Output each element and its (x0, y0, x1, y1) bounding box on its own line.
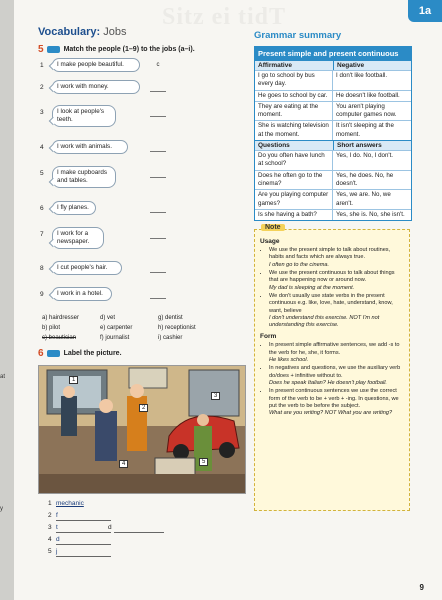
match-item: 1 I make people beautiful. c (38, 58, 248, 80)
label-row: 3 t d (48, 524, 248, 536)
grammar-table (254, 46, 412, 221)
label-field[interactable]: j (56, 548, 111, 557)
answer-field[interactable] (150, 109, 166, 117)
table-row: Does he often go to the cinema? Yes, he does. No, he doesn't. (255, 170, 411, 190)
matching-list (38, 58, 248, 311)
vocabulary-heading: Vocabulary (38, 26, 97, 38)
exercise-6-header (38, 348, 248, 359)
match-item: 8 I cut people's hair. (38, 261, 248, 287)
answer-field[interactable] (150, 144, 166, 152)
exercise-number: 6 (38, 348, 44, 359)
label-field[interactable]: t (56, 524, 111, 533)
match-item: 5 I make cupboards and tables. (38, 166, 248, 201)
table-row: He goes to school by car. He doesn't like football. (255, 90, 411, 101)
picture-number: 5 (199, 458, 208, 466)
job-option-crossed: c) beautician (42, 335, 77, 341)
speech-bubble: I look at people's teeth. (52, 105, 116, 127)
label-field[interactable]: d (56, 536, 111, 545)
answer-field[interactable] (150, 170, 166, 178)
usage-list (260, 247, 404, 329)
form-point: • In present continuous sentences we use the correct form of the verb to be + verb + -ing. In questions, we put the verb to be before the subject. What are you writing? NOT What you are writing? (269, 388, 404, 417)
match-item: 7 I work for a newspaper. (38, 227, 248, 261)
unit-tab: 1a (408, 0, 442, 22)
label-field[interactable]: f (56, 512, 111, 521)
note-tag: Note (261, 224, 285, 231)
right-column (254, 26, 412, 511)
match-item: 6 I fly planes. (38, 201, 248, 227)
exercise-instruction: Match the people (1–9) to the jobs (a–i). (63, 46, 195, 53)
table-row: Do you often have lunch at school? Yes, I do. No, I don't. (255, 150, 411, 170)
workbook-page (14, 0, 442, 600)
picture-number: 3 (211, 392, 220, 400)
usage-heading: Usage (260, 238, 280, 246)
label-field[interactable]: mechanic (56, 500, 84, 507)
table-row: She is watching television at the moment. It isn't sleeping at the moment. (255, 120, 411, 140)
audio-icon (47, 46, 60, 53)
table-subheader: Affirmative Negative (255, 60, 411, 70)
left-column (38, 26, 248, 560)
job-scene-illustration (38, 365, 246, 494)
label-row: 2 f (48, 512, 248, 524)
audio-icon (47, 350, 60, 357)
table-subheader: Questions Short answers (255, 140, 411, 150)
job-options (42, 315, 248, 341)
grammar-summary-title: Grammar summary (254, 30, 342, 41)
answer-field[interactable] (150, 291, 166, 299)
vocabulary-title: Vocabulary: Jobs (38, 26, 127, 38)
match-item: 2 I work with money. (38, 80, 248, 105)
picture-labels (48, 500, 248, 560)
form-point: • In negatives and questions, we use the auxiliary verb do/does + infinitive without to. Does he speak Italian? He doesn't play football. (269, 365, 404, 387)
speech-bubble: I work with money. (52, 80, 140, 94)
speech-bubble: I make cupboards and tables. (52, 166, 116, 188)
speech-bubble: I cut people's hair. (52, 261, 122, 275)
match-item: 4 I work with animals. (38, 140, 248, 166)
answer-field[interactable] (150, 84, 166, 92)
answer-field[interactable]: c (156, 62, 160, 68)
speech-bubble: I fly planes. (52, 201, 96, 215)
job-option: h) receptionist (158, 325, 196, 331)
match-item: 9 I work in a hotel. (38, 287, 248, 311)
speech-bubble: I work in a hotel. (52, 287, 112, 301)
speech-bubble: I work with animals. (52, 140, 128, 154)
picture-number: 4 (119, 460, 128, 468)
job-option: e) carpenter (100, 325, 133, 331)
table-row: Is she having a bath? Yes, she is. No, she isn't. (255, 209, 411, 220)
job-option: f) journalist (100, 335, 130, 341)
speech-bubble: I make people beautiful. (52, 58, 140, 72)
form-point: • In present simple affirmative sentences, we add -s to the verb for he, she, it forms. He likes school. (269, 342, 404, 364)
table-row: I go to school by bus every day. I don't like football. (255, 70, 411, 90)
usage-point: • We don't usually use state verbs in the present continuous e.g. like, love, hate, understand, know, want, believe I don't understand this exercise. NOT I'm not understanding this exercise. (269, 293, 404, 329)
usage-point: • We use the present continuous to talk about things that are happening now or around now. My dad is sleeping at the moment. (269, 270, 404, 292)
label-row: 4 d (48, 536, 248, 548)
label-row: 1 mechanic (48, 500, 248, 512)
match-item: 3 I look at people's teeth. (38, 105, 248, 140)
usage-point: • We use the present simple to talk about routines, habits and facts which are always true. I often go to the cinema. (269, 247, 404, 269)
margin-text-at: at (0, 374, 6, 380)
job-option: d) vet (100, 315, 116, 321)
exercise-5-header (38, 44, 248, 55)
ghost-heading: Sitz ei tidT (162, 4, 286, 30)
label-field[interactable] (114, 524, 164, 533)
job-option: b) pilot (42, 325, 61, 331)
grammar-table-title: Present simple and present continuous (255, 47, 411, 60)
label-row: 5 j (48, 548, 248, 560)
table-row: Are you playing computer games? Yes, we are. No, we aren't. (255, 189, 411, 209)
grammar-note-box (254, 224, 410, 511)
job-option: a) hairdresser (42, 315, 80, 321)
job-option: g) dentist (158, 315, 183, 321)
answer-field[interactable] (150, 231, 166, 239)
job-option: i) cashier (158, 335, 183, 341)
speech-bubble: I work for a newspaper. (52, 227, 104, 249)
margin-text-y: y (0, 506, 3, 512)
answer-field[interactable] (150, 265, 166, 273)
exercise-instruction: Label the picture. (63, 350, 122, 357)
vocabulary-topic: Jobs (103, 26, 127, 38)
answer-field[interactable] (150, 205, 166, 213)
scene-drawing (39, 366, 245, 493)
exercise-number: 5 (38, 44, 44, 55)
table-row: They are eating at the moment. You aren't playing computer games now. (255, 101, 411, 121)
form-list (260, 342, 404, 417)
picture-number: 2 (139, 404, 148, 412)
picture-number: 1 (69, 376, 78, 384)
form-heading: Form (260, 333, 277, 341)
page-number: 9 (419, 583, 424, 592)
